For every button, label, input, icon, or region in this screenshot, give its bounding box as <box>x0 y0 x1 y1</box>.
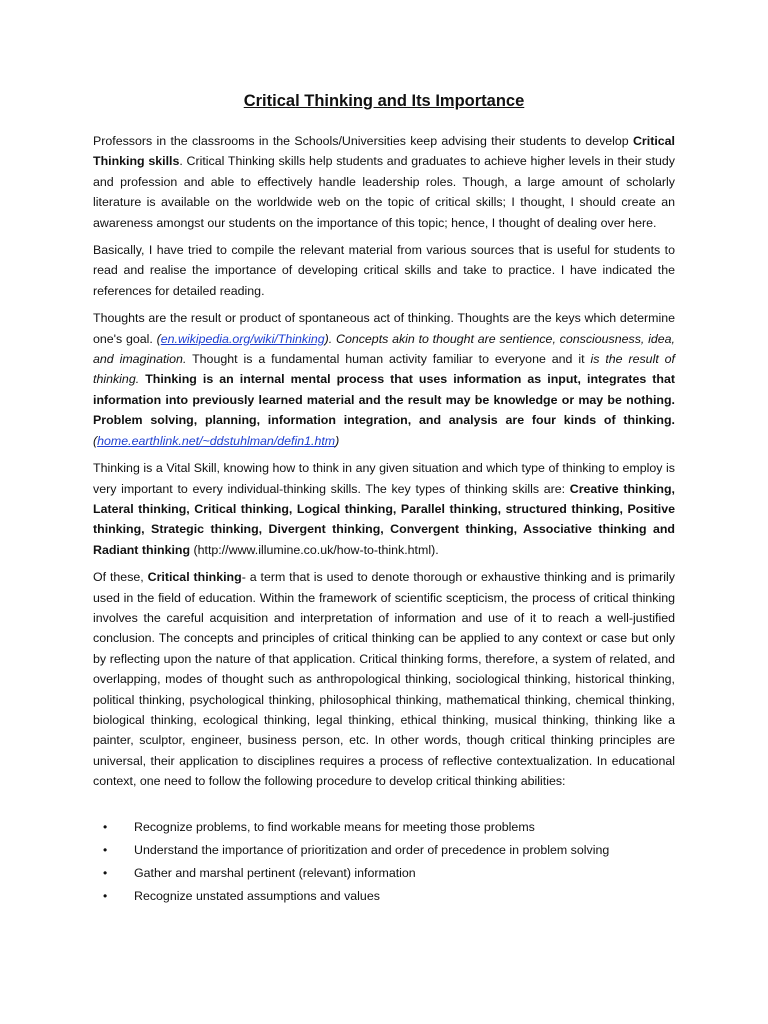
procedure-list <box>93 816 675 908</box>
paragraph-text: Basically, I have tried to compile the relevant material from various sources that is useful for students to read and realise the importance of developing critical skills and take to practice. I have indicated the references for detailed reading. <box>93 243 675 298</box>
list-item <box>93 862 675 885</box>
paragraph-text: . Critical Thinking skills help students and graduates to achieve higher levels in their study and profession and able to effectively handle leadership roles. Though, a large amount of scholarly literature is available on the worldwide web on the topic of critical skills; I thought, I should create an awareness amongst our students on the importance of this topic; hence, I thought of dealing over here. <box>93 154 675 230</box>
paragraph-text: (http://www.illumine.co.uk/how-to-think.html). <box>190 542 439 557</box>
paragraph-critical-thinking <box>93 567 675 791</box>
paragraph-text: Thoughts are the result or product of spontaneous act of thinking. Thoughts are the keys which determine one's goal. <box>93 311 675 346</box>
list-item-text: Recognize unstated assumptions and values <box>134 888 380 903</box>
list-item-text: Gather and marshal pertinent (relevant) information <box>134 865 416 880</box>
bold-text: Creative thinking, Lateral thinking, Critical thinking, Logical thinking, Parallel thinking, structured thinking, Positive thinking, Strategic thinking, Divergent thinking, Convergent thinking, Associative thinking and Radiant thinking <box>93 481 675 557</box>
bullet-icon: • <box>103 842 108 857</box>
earthlink-link[interactable]: home.earthlink.net/~ddstuhlman/defin1.htm <box>97 433 336 448</box>
italic-text: is the result of thinking. <box>93 352 676 387</box>
italic-text: ( <box>156 331 161 346</box>
bullet-icon: • <box>103 819 108 834</box>
bold-text: Critical thinking <box>147 570 242 585</box>
italic-text: ). Concepts akin to thought are sentience, consciousness, idea, and imagination. <box>93 331 675 367</box>
paragraph-text: - a term that is used to denote thorough or exhaustive thinking and is primarily used in the field of education. Within the framework of scientific scepticism, the process of critical thinking involves the careful acquisition and interpretation of information and use of it to reach a well-justified conclusion. The concepts and principles of critical thinking can be applied to any context or case but only by reflecting upon the nature of that application. Critical thinking forms, therefore, a system of related, and overlapping, modes of thought such as anthropological thinking, sociological thinking, historical thinking, political thinking, psychological thinking, philosophical thinking, mathematical thinking, chemical thinking, biological thinking, ecological thinking, legal thinking, ethical thinking, musical thinking, thinking like a painter, sculptor, engineer, business person, etc. In other words, though critical thinking principles are universal, their application to disciplines requires a process of reflective contextualization. In educational context, one need to follow the following procedure to develop critical thinking abilities: <box>93 570 675 789</box>
paragraph-compilation <box>93 240 675 301</box>
paragraph-text: Thought is a fundamental human activity familiar to everyone and it <box>186 352 591 367</box>
paragraph-text: Thinking is a Vital Skill, knowing how to think in any given situation and which type of thinking to employ is very important to every individual-thinking skills. The key types of thinking skills are: <box>93 461 675 496</box>
list-item <box>93 839 675 862</box>
paragraph-intro <box>93 131 675 233</box>
paragraph-text: Professors in the classrooms in the Schools/Universities keep advising their students to develop <box>93 134 633 148</box>
list-item-text: Understand the importance of prioritization and order of precedence in problem solving <box>134 842 610 857</box>
italic-text: ) <box>335 433 340 448</box>
page-title: Critical Thinking and Its Importance <box>243 92 525 110</box>
list-item-text: Recognize problems, to find workable means for meeting those problems <box>134 819 535 834</box>
paragraph-text: Of these, <box>93 570 148 585</box>
document-page <box>93 90 675 908</box>
list-item <box>93 816 675 839</box>
bullet-icon: • <box>103 888 108 903</box>
bullet-icon: • <box>103 865 108 880</box>
wikipedia-link[interactable]: en.wikipedia.org/wiki/Thinking <box>160 331 325 346</box>
bold-text: Thinking is an internal mental process that uses information as input, integrates that information into previously learned material and the result may be knowledge or may be nothing. Problem solving, planning, information integration, and analysis are four kinds of thinking. <box>93 372 675 428</box>
italic-text: ( <box>93 433 98 448</box>
list-item <box>93 885 675 908</box>
bold-text: Critical Thinking skills <box>93 134 675 169</box>
paragraph-thoughts <box>93 308 675 451</box>
paragraph-vital-skill <box>93 458 675 560</box>
